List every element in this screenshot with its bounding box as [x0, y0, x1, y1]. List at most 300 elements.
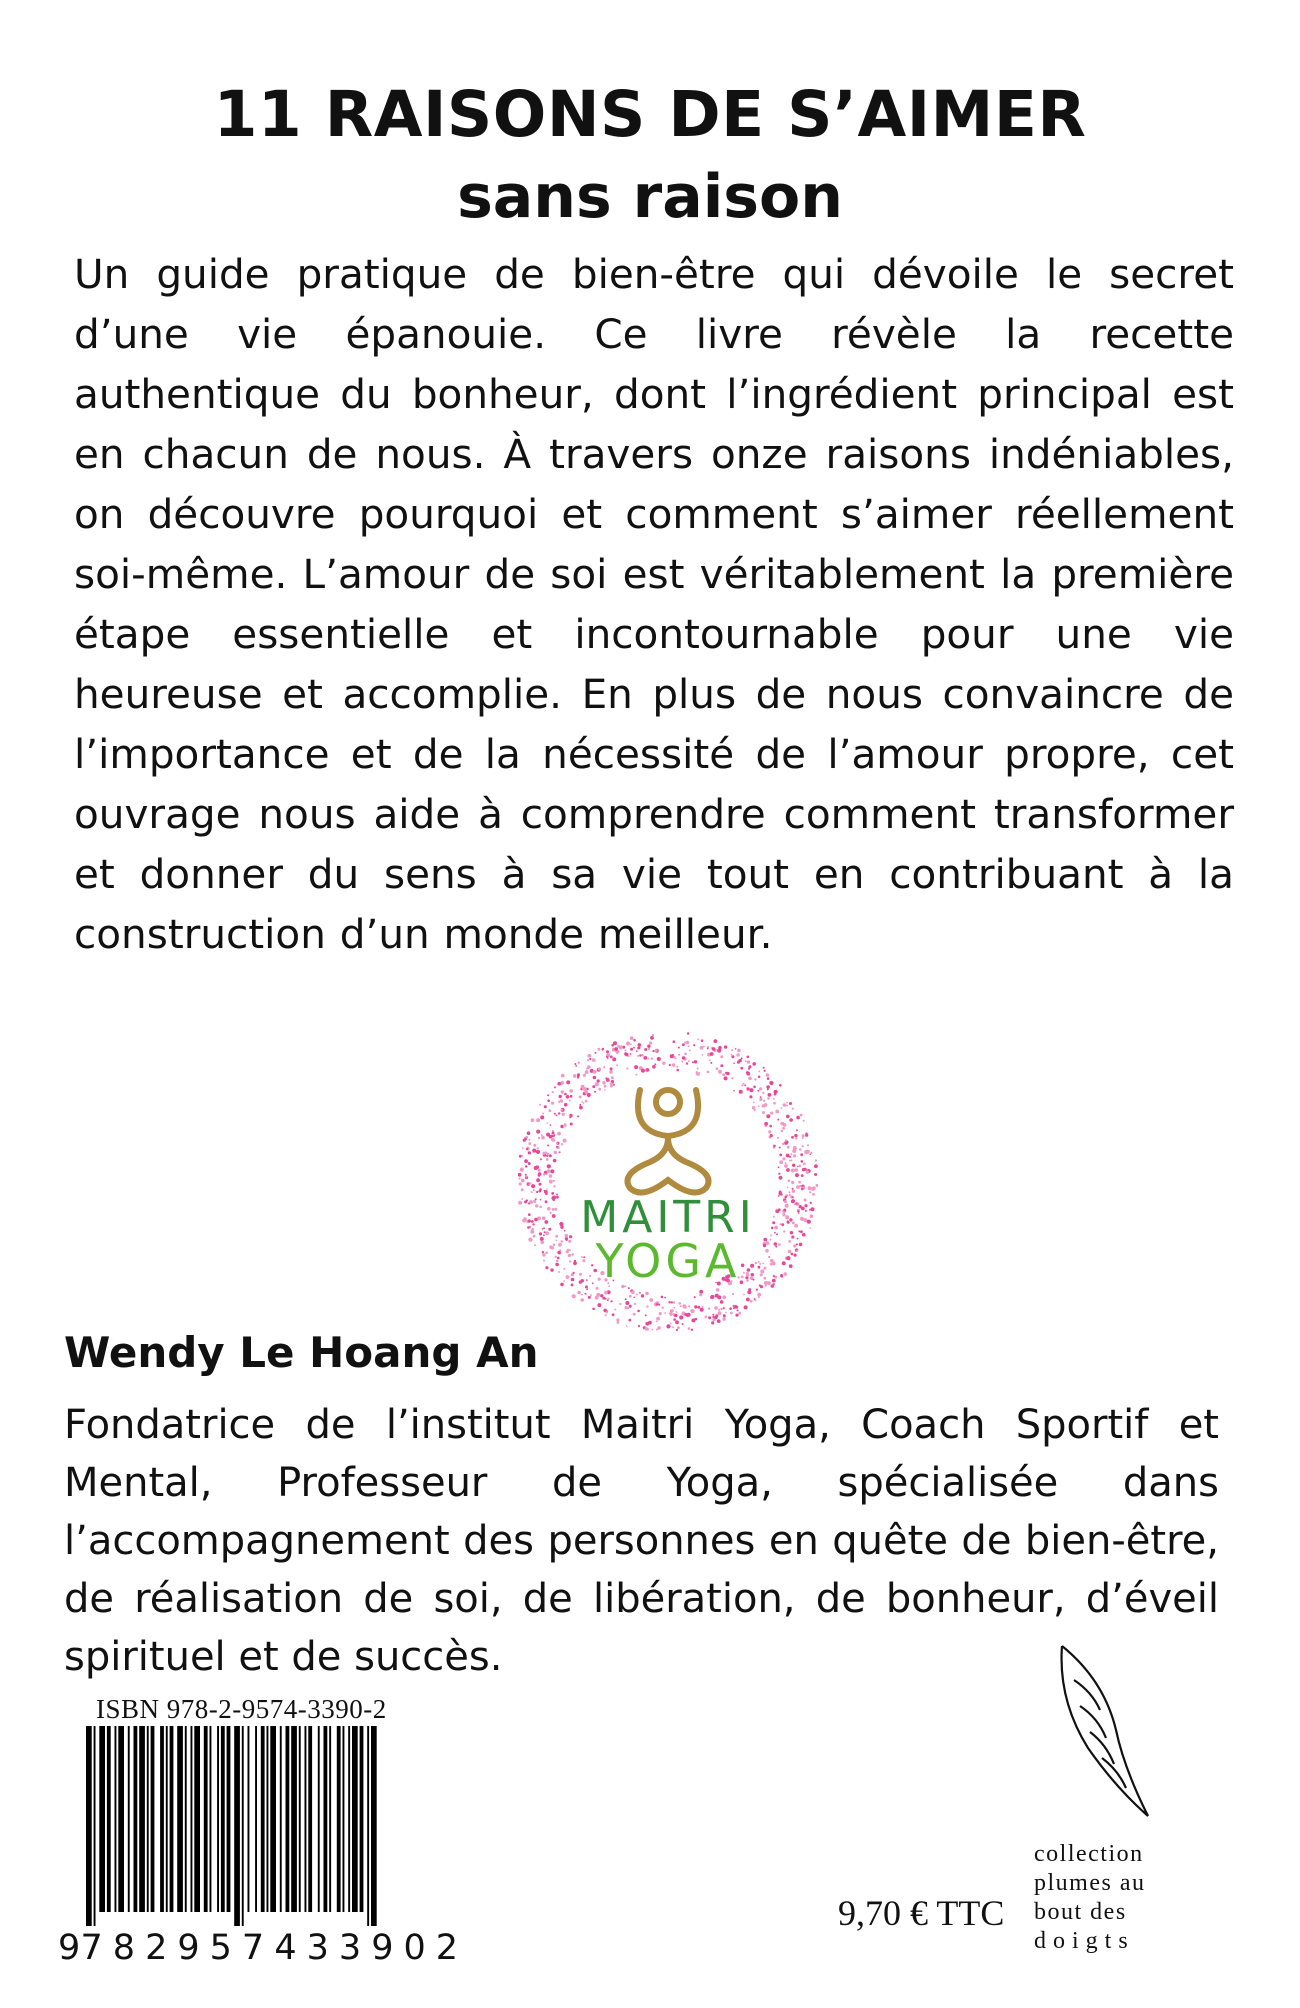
logo-dot [540, 1199, 542, 1201]
logo-dot [733, 1305, 735, 1307]
logo-dot [746, 1279, 749, 1282]
logo-dot [758, 1296, 760, 1298]
logo-dot [550, 1268, 553, 1271]
logo-dot [543, 1234, 545, 1236]
logo-dot [662, 1307, 664, 1309]
logo-dot [610, 1083, 613, 1086]
logo-dot [546, 1173, 548, 1175]
logo-dot [650, 1036, 654, 1040]
logo-dot [682, 1043, 685, 1046]
logo-dot [556, 1115, 558, 1117]
logo-dot [729, 1307, 732, 1310]
logo-dot [622, 1046, 625, 1049]
logo-dot [785, 1139, 787, 1141]
barcode-bar [270, 1726, 276, 1912]
logo-dot [757, 1090, 759, 1092]
logo-dot [559, 1095, 562, 1098]
logo-dot [532, 1149, 536, 1153]
logo-dot [533, 1144, 536, 1147]
logo-dot [794, 1134, 797, 1137]
logo-dot [611, 1300, 613, 1302]
isbn-label: ISBN 978-2-9574-3390-2 [96, 1694, 387, 1724]
barcode-bar [107, 1726, 111, 1912]
logo-dot [581, 1294, 583, 1296]
logo-dot [791, 1253, 794, 1256]
logo-dot [774, 1226, 778, 1230]
logo-dot [547, 1153, 549, 1155]
logo-dot [570, 1123, 573, 1126]
logo-dot [782, 1127, 785, 1130]
logo-dot [722, 1317, 725, 1320]
logo-dot [802, 1168, 805, 1171]
logo-dot [737, 1049, 741, 1053]
logo-dot [716, 1288, 720, 1292]
logo-dot [539, 1206, 542, 1209]
barcode-bar [329, 1726, 331, 1912]
barcode-bar [134, 1726, 138, 1912]
logo-dot [710, 1062, 712, 1064]
logo-dot [578, 1062, 580, 1064]
logo-dot [787, 1220, 790, 1223]
barcode-bar [318, 1726, 320, 1912]
logo-dot [802, 1138, 804, 1140]
logo-dot [701, 1039, 704, 1042]
logo-dot [720, 1055, 723, 1058]
logo-dot [676, 1311, 678, 1313]
logo-dot [612, 1313, 615, 1316]
logo-dot [733, 1090, 735, 1092]
logo-dot [556, 1196, 559, 1199]
logo-dot [697, 1068, 699, 1070]
logo-dot [533, 1189, 535, 1191]
logo-dot [691, 1329, 693, 1331]
logo-dot [779, 1160, 783, 1164]
barcode-bar [371, 1726, 377, 1926]
logo-dot [815, 1159, 817, 1161]
logo-dot [733, 1307, 735, 1309]
logo-dot [688, 1327, 691, 1330]
logo-dot [579, 1273, 582, 1276]
logo-dot [553, 1139, 555, 1141]
logo-dot [810, 1202, 812, 1204]
logo-dot [582, 1259, 585, 1262]
logo-dot [609, 1070, 613, 1074]
logo-dot [669, 1064, 671, 1066]
logo-dot [731, 1055, 734, 1058]
logo-dot [530, 1202, 532, 1204]
logo-dot [800, 1217, 804, 1221]
barcode-bar [86, 1726, 92, 1926]
logo-dot [785, 1204, 789, 1208]
logo-dot [636, 1074, 638, 1076]
logo-dot [664, 1297, 666, 1299]
logo-dot [786, 1168, 790, 1172]
logo-dot [550, 1212, 552, 1214]
logo-dot [760, 1269, 764, 1273]
logo-dot [536, 1118, 540, 1122]
barcode-bar [227, 1726, 231, 1912]
logo-dot [551, 1180, 553, 1182]
logo-dot [758, 1076, 761, 1079]
logo-dot [526, 1148, 528, 1150]
logo-dot [804, 1150, 808, 1154]
logo-dot [735, 1048, 737, 1050]
logo-dot [758, 1261, 760, 1263]
logo-dot [743, 1083, 745, 1085]
logo-dot [778, 1243, 781, 1246]
logo-dot [763, 1067, 765, 1069]
logo-dot [539, 1183, 542, 1186]
logo-dot [680, 1305, 682, 1307]
logo-dot [786, 1105, 788, 1107]
logo-dot [547, 1145, 549, 1147]
logo-dot [793, 1146, 797, 1150]
logo-dot [709, 1059, 711, 1061]
logo-dot [565, 1234, 569, 1238]
logo-dot [592, 1085, 595, 1088]
logo-dot [772, 1221, 775, 1224]
author-bio: Fondatrice de l’institut Maitri Yoga, Coach Sportif et Mental, Professeur de Yoga, spécialisée dans l’accompagnement des personnes en quête de bien-être, de réalisation de soi, de libération, de bonheur, d’éveil spirituel et de succès. [64, 1402, 1219, 1680]
logo-dot [540, 1241, 544, 1245]
logo-dot [750, 1300, 753, 1303]
logo-dot [569, 1089, 573, 1093]
logo-dot [758, 1071, 760, 1073]
logo-dot [767, 1077, 770, 1080]
collection-line-4: doigts [1034, 1928, 1135, 1954]
logo-dot [598, 1088, 601, 1091]
logo-dot [538, 1174, 541, 1177]
barcode-bar [94, 1726, 96, 1926]
logo-dot [791, 1159, 793, 1161]
logo-dot [792, 1221, 795, 1224]
logo-dot [798, 1181, 801, 1184]
logo-dot [792, 1188, 794, 1190]
logo-dot [779, 1147, 781, 1149]
logo-dot [560, 1099, 563, 1102]
logo-dot [723, 1307, 725, 1309]
logo-dot [545, 1266, 548, 1269]
collection-line-2: plumes au [1034, 1870, 1146, 1896]
logo-dot [528, 1213, 531, 1216]
logo-dot [534, 1244, 536, 1246]
logo-dot [557, 1143, 559, 1145]
logo-dot [746, 1087, 749, 1090]
logo-dot [801, 1207, 805, 1211]
logo-dot [579, 1096, 582, 1099]
logo-dot [590, 1294, 592, 1296]
logo-dot [638, 1325, 640, 1327]
logo-dot [796, 1243, 798, 1245]
logo-dot [798, 1230, 800, 1232]
logo-dot [759, 1263, 761, 1265]
logo-dot [536, 1191, 538, 1193]
logo-dot [681, 1061, 683, 1063]
logo-dot [648, 1048, 650, 1050]
logo-dot [546, 1158, 549, 1161]
logo-dot [758, 1266, 761, 1269]
logo-dot [796, 1129, 798, 1131]
logo-dot [524, 1159, 528, 1163]
logo-dot [763, 1244, 766, 1247]
logo-dot [540, 1115, 544, 1119]
logo-dot [791, 1169, 795, 1173]
logo-dot [526, 1199, 528, 1201]
logo-dot [773, 1216, 775, 1218]
logo-dot [749, 1095, 752, 1098]
logo-dot [731, 1077, 733, 1079]
logo-dot [569, 1260, 571, 1262]
logo-dot [773, 1098, 775, 1100]
logo-dot [595, 1296, 599, 1300]
logo-dot [708, 1316, 711, 1319]
logo-dot [555, 1240, 557, 1242]
logo-dot [550, 1169, 554, 1173]
logo-dot [747, 1290, 751, 1294]
logo-dot [546, 1122, 548, 1124]
logo-dot [737, 1061, 740, 1064]
logo-dot [546, 1188, 548, 1190]
logo-dot [773, 1145, 776, 1148]
logo-dot [699, 1072, 701, 1074]
logo-dot [797, 1238, 799, 1240]
logo-dot [694, 1296, 696, 1298]
collection-line-1: collection [1034, 1841, 1144, 1867]
logo-dot [720, 1064, 723, 1067]
logo-dot [789, 1160, 791, 1162]
logo-dot [518, 1201, 522, 1205]
logo-dot [805, 1133, 807, 1135]
logo-dot [778, 1208, 781, 1211]
logo-dot [688, 1305, 690, 1307]
author-name: Wendy Le Hoang An [64, 1328, 539, 1377]
logo-dot [638, 1043, 642, 1047]
logo-dot [519, 1178, 521, 1180]
logo-dot [539, 1104, 541, 1106]
logo-dot [543, 1260, 545, 1262]
logo-dot [769, 1125, 772, 1128]
barcode-bar [210, 1726, 212, 1912]
logo-dot [782, 1143, 785, 1146]
logo-dot [661, 1296, 664, 1299]
logo-dot [617, 1045, 620, 1048]
logo-dot [552, 1091, 554, 1093]
logo-dot [656, 1321, 658, 1323]
logo-dot [558, 1271, 560, 1273]
logo-dot [770, 1112, 773, 1115]
logo-dot [688, 1060, 690, 1062]
logo-dot [537, 1147, 539, 1149]
logo-dot [637, 1055, 639, 1057]
logo-dot [606, 1056, 608, 1058]
logo-dot [784, 1200, 787, 1203]
logo-dot [581, 1101, 583, 1103]
barcode-bar [291, 1726, 297, 1912]
logo-dot [545, 1251, 548, 1254]
logo-dot [755, 1300, 757, 1302]
logo-dot [750, 1264, 754, 1268]
logo-dot [613, 1041, 617, 1045]
logo-dot [583, 1102, 585, 1104]
logo-dot [717, 1319, 721, 1323]
logo-dot [542, 1216, 546, 1220]
logo-dot [651, 1057, 653, 1059]
logo-dot [545, 1200, 548, 1203]
logo-dot [617, 1321, 620, 1324]
logo-dot [654, 1063, 656, 1065]
logo-dot [770, 1235, 772, 1237]
logo-dot [696, 1071, 698, 1073]
logo-dot [605, 1314, 607, 1316]
logo-dot [783, 1123, 787, 1127]
logo-dot [682, 1304, 686, 1308]
logo-dot [580, 1298, 584, 1302]
logo-dot [718, 1311, 722, 1315]
logo-dot [718, 1046, 722, 1050]
logo-dot [552, 1208, 555, 1211]
logo-dot [694, 1305, 697, 1308]
logo-dot [528, 1219, 531, 1222]
logo-dot [796, 1250, 798, 1252]
logo-dot [760, 1273, 763, 1276]
logo-dot [676, 1066, 678, 1068]
logo-dot [764, 1267, 767, 1270]
logo-dot [744, 1305, 748, 1309]
logo-dot [563, 1139, 567, 1143]
logo-dot [803, 1163, 806, 1166]
logo-dot [741, 1057, 743, 1059]
logo-dot [764, 1122, 768, 1126]
logo-dot [745, 1060, 747, 1062]
logo-dot [562, 1113, 565, 1116]
logo-dot [554, 1113, 556, 1115]
logo-dot [775, 1246, 777, 1248]
logo-dot [595, 1070, 597, 1072]
logo-dot [540, 1237, 544, 1241]
barcode-bar [115, 1726, 117, 1912]
logo-dot [633, 1297, 635, 1299]
book-subtitle: sans raison [457, 162, 843, 232]
logo-dot [714, 1306, 718, 1310]
barcode-bar [204, 1726, 208, 1912]
logo-dot [629, 1295, 632, 1298]
logo-dot [528, 1142, 531, 1145]
logo-dot [673, 1301, 675, 1303]
logo-dot [583, 1256, 585, 1258]
logo-dot [800, 1230, 803, 1233]
logo-dot [673, 1040, 676, 1043]
logo-dot [814, 1164, 818, 1168]
logo-dot [563, 1268, 565, 1270]
logo-dot [612, 1057, 616, 1061]
logo-dot [716, 1067, 719, 1070]
logo-dot [521, 1188, 524, 1191]
logo-dot [536, 1150, 540, 1154]
logo-dot [633, 1313, 636, 1316]
logo-dot [786, 1102, 788, 1104]
logo-dot [753, 1086, 756, 1089]
logo-dot [569, 1100, 571, 1102]
logo-dot [684, 1042, 686, 1044]
logo-dot [698, 1306, 701, 1309]
logo-dot [560, 1240, 563, 1243]
logo-dot [805, 1210, 807, 1212]
logo-dot [783, 1272, 787, 1276]
logo-dot [699, 1293, 702, 1296]
logo-dot [604, 1085, 607, 1088]
logo-dot [684, 1053, 687, 1056]
logo-dot [542, 1253, 545, 1256]
logo-dot [799, 1243, 803, 1247]
logo-dot [786, 1256, 790, 1260]
logo-dot [772, 1279, 776, 1283]
logo-dot [791, 1181, 794, 1184]
logo-dot [558, 1243, 562, 1247]
logo-dot [587, 1059, 589, 1061]
logo-dot [603, 1066, 605, 1068]
logo-dot [553, 1159, 557, 1163]
logo-dot [769, 1239, 771, 1241]
logo-dot [543, 1173, 546, 1176]
logo-dot [783, 1209, 786, 1212]
logo-dot [779, 1154, 782, 1157]
logo-dot [766, 1085, 770, 1089]
logo-dot [568, 1240, 571, 1243]
logo-dot [642, 1054, 644, 1056]
logo-dot [610, 1067, 613, 1070]
barcode-bar [248, 1726, 250, 1912]
logo-dot [803, 1120, 805, 1122]
logo-dot [707, 1048, 709, 1050]
logo-dot [543, 1227, 545, 1229]
logo-dot [697, 1038, 699, 1040]
logo-dot [629, 1305, 632, 1308]
logo-dot [762, 1111, 765, 1114]
logo-dot [626, 1067, 628, 1069]
logo-dot [779, 1192, 783, 1196]
logo-dot [722, 1295, 726, 1299]
logo-dot [797, 1166, 799, 1168]
logo-dot [670, 1054, 674, 1058]
logo-dot [792, 1236, 794, 1238]
logo-dot [561, 1074, 565, 1078]
logo-dot [588, 1296, 591, 1299]
logo-dot [657, 1057, 661, 1061]
logo-dot [774, 1090, 778, 1094]
logo-dot [553, 1199, 555, 1201]
logo-dot [723, 1314, 726, 1317]
logo-dot [775, 1110, 779, 1114]
logo-dot [731, 1054, 733, 1056]
logo-dot [708, 1307, 710, 1309]
logo-dot [560, 1125, 563, 1128]
barcode-bar [305, 1726, 307, 1912]
logo-dot [783, 1103, 787, 1107]
logo-dot [534, 1218, 538, 1222]
logo-dot [810, 1214, 814, 1218]
logo-dot [688, 1045, 690, 1047]
logo-dot [527, 1226, 530, 1229]
logo-dot [646, 1305, 648, 1307]
logo-dot [722, 1073, 725, 1076]
logo-dot [725, 1072, 727, 1074]
logo-dot [711, 1321, 714, 1324]
logo-dot [765, 1249, 769, 1253]
logo-dot [634, 1303, 636, 1305]
logo-dot [614, 1047, 618, 1051]
logo-dot [566, 1250, 569, 1253]
barcode-bar [185, 1726, 187, 1912]
logo-dot [765, 1284, 767, 1286]
